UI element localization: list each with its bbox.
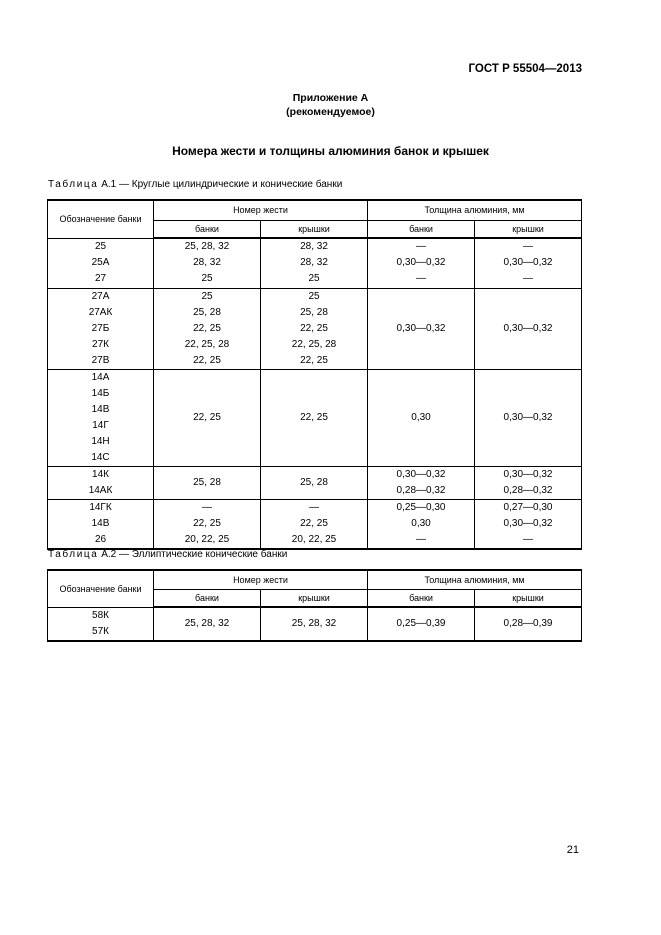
appendix-heading (0, 91, 661, 119)
group4-tin-lids: 25, 28 (261, 466, 368, 499)
group2-al-cans: 0,30—0,32 (368, 288, 475, 369)
table-row (48, 466, 582, 499)
table2-head-al-cans: банки (368, 589, 475, 607)
group5-al-lids: 0,27—0,30 0,30—0,32 — (475, 499, 582, 549)
table2-tin-cans: 25, 28, 32 (154, 607, 261, 641)
group1-designations: 25 25А 27 (48, 238, 154, 288)
group4-al-lids: 0,30—0,32 0,28—0,32 (475, 466, 582, 499)
table-row (48, 369, 582, 466)
appendix-subtitle: (рекомендуемое) (286, 106, 375, 118)
document-number: ГОСТ Р 55504—2013 (468, 63, 582, 75)
group3-al-cans: 0,30 (368, 369, 475, 466)
table2-head-tin-lids: крышки (261, 589, 368, 607)
table2-al-lids: 0,28—0,39 (475, 607, 582, 641)
table1-head-tin-cans: банки (154, 220, 261, 238)
group2-al-lids: 0,30—0,32 (475, 288, 582, 369)
group5-al-cans: 0,25—0,30 0,30 — (368, 499, 475, 549)
table2-caption-label: Таблица (48, 549, 99, 560)
group4-designations: 14К 14АК (48, 466, 154, 499)
group2-tin-lids: 25 25, 28 22, 25 22, 25, 28 22, 25 (261, 288, 368, 369)
group3-al-lids: 0,30—0,32 (475, 369, 582, 466)
table1-head-aluminum: Толщина алюминия, мм (368, 200, 582, 220)
table2-al-cans: 0,25—0,39 (368, 607, 475, 641)
group1-al-lids: — 0,30—0,32 — (475, 238, 582, 288)
table1-head-tin-number: Номер жести (154, 200, 368, 220)
group5-tin-lids: — 22, 25 20, 22, 25 (261, 499, 368, 549)
table2-caption-text: А.2 — Эллиптические конические банки (98, 549, 288, 560)
table2-tin-lids: 25, 28, 32 (261, 607, 368, 641)
table2 (47, 569, 582, 642)
page-number: 21 (566, 844, 579, 856)
group4-al-cans: 0,30—0,32 0,28—0,32 (368, 466, 475, 499)
group5-tin-cans: — 22, 25 20, 22, 25 (154, 499, 261, 549)
table-row (48, 238, 582, 288)
group1-al-cans: — 0,30—0,32 — (368, 238, 475, 288)
table-row (48, 607, 582, 641)
table2-designations: 58К 57К (48, 607, 154, 641)
table1-caption-label: Таблица (48, 179, 99, 190)
group4-tin-cans: 25, 28 (154, 466, 261, 499)
group2-tin-cans: 25 25, 28 22, 25 22, 25, 28 22, 25 (154, 288, 261, 369)
group2-designations: 27А 27АК 27Б 27К 27В (48, 288, 154, 369)
table1-head-designation: Обозначение банки (48, 200, 154, 238)
main-title: Номера жести и толщины алюминия банок и крышек (172, 144, 489, 158)
group3-tin-lids: 22, 25 (261, 369, 368, 466)
group3-designations: 14А 14Б 14В 14Г 14Н 14С (48, 369, 154, 466)
table2-head-tin-cans: банки (154, 589, 261, 607)
table1-caption (48, 179, 342, 190)
table1-caption-text: А.1 — Круглые цилиндрические и конические банки (98, 179, 343, 190)
group1-tin-cans: 25, 28, 32 28, 32 25 (154, 238, 261, 288)
table-row (48, 288, 582, 369)
group1-tin-lids: 28, 32 28, 32 25 (261, 238, 368, 288)
table1-head-al-lids: крышки (475, 220, 582, 238)
table2-head-tin-number: Номер жести (154, 570, 368, 589)
table2-head-al-lids: крышки (475, 589, 582, 607)
group5-designations: 14ГК 14В 26 (48, 499, 154, 549)
table2-head-aluminum: Толщина алюминия, мм (368, 570, 582, 589)
appendix-title: Приложение А (292, 92, 369, 104)
table1-head-al-cans: банки (368, 220, 475, 238)
group3-tin-cans: 22, 25 (154, 369, 261, 466)
table2-head-designation: Обозначение банки (48, 570, 154, 607)
table1-head-tin-lids: крышки (261, 220, 368, 238)
table-row (48, 499, 582, 549)
table2-caption (48, 549, 287, 560)
table1 (47, 199, 582, 550)
